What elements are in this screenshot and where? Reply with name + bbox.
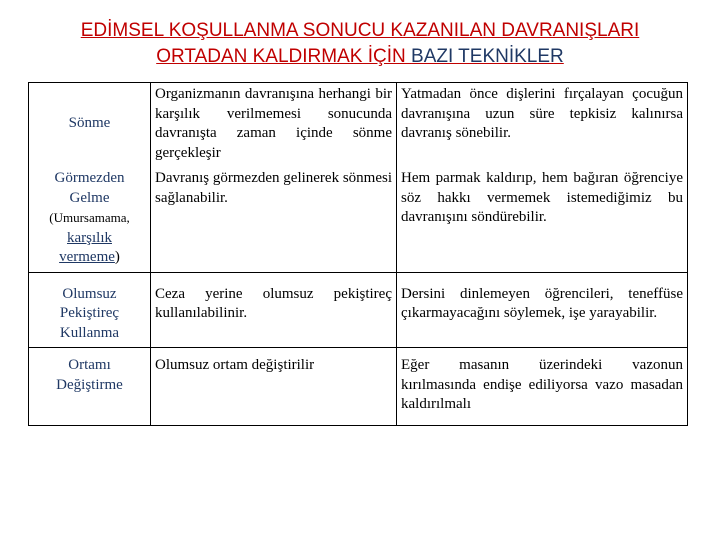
table-row <box>29 83 688 168</box>
term-negative-line-3: Kullanma <box>59 324 120 341</box>
term-cell <box>29 167 151 272</box>
example-cell: Hem parmak kaldırıp, hem bağıran öğrenciye söz hakkı vermemek istemediğimiz bu davranışını söndürebilir. <box>397 167 688 272</box>
definition-cell: Olumsuz ortam değiştirilir <box>151 348 397 426</box>
techniques-table <box>28 82 688 426</box>
table-row <box>29 167 688 272</box>
example-cell: Eğer masanın üzerindeki vazonun kırılmasında endişe ediliyorsa vazo masadan kaldırılmalı <box>397 348 688 426</box>
title-line-1: EDİMSEL KOŞULLANMA SONUCU KAZANILAN DAVRANIŞLARI <box>80 20 640 41</box>
term-negative-line-1: Olumsuz <box>62 285 117 302</box>
term-extinction: Sönme <box>68 115 111 131</box>
term-environment-line-2: Değiştirme <box>56 376 123 393</box>
term-ignoring-close: ) <box>114 249 120 265</box>
table-row <box>29 272 688 348</box>
term-environment-line-1: Ortamı <box>68 357 111 373</box>
title-line-2 <box>0 44 720 70</box>
term-ignoring-line-2: Gelme <box>69 189 110 206</box>
term-cell <box>29 348 151 426</box>
example-cell: Yatmadan önce dişlerini fırçalayan çocuğun davranışına uzun süre tepkisiz kalınırsa davranış sönebilir. <box>397 83 688 168</box>
term-ignoring-line-1: Görmezden <box>54 170 125 186</box>
example-cell: Dersini dinlemeyen öğrencileri, teneffüse çıkarmayacağını söylemek, işe yarayabilir. <box>397 272 688 348</box>
term-cell <box>29 272 151 348</box>
term-cell <box>29 83 151 168</box>
term-negative-line-2: Pekiştireç <box>59 305 120 321</box>
term-ignoring-paren: (Umursamama, <box>49 210 130 225</box>
definition-cell: Organizmanın davranışına herhangi bir karşılık verilmemesi sonucunda davranışta zaman içinde sönme gerçekleşir <box>151 83 397 168</box>
term-ignoring-line-5: vermeme <box>59 249 115 265</box>
slide-title <box>0 18 720 70</box>
term-ignoring-line-4: karşılık <box>67 229 112 246</box>
title-line-2-part-2: BAZI TEKNİKLER <box>411 46 564 67</box>
definition-cell: Ceza yerine olumsuz pekiştireç kullanılabilinir. <box>151 272 397 348</box>
definition-cell: Davranış görmezden gelinerek sönmesi sağlanabilir. <box>151 167 397 272</box>
table-row <box>29 348 688 426</box>
title-line-2-part-1: ORTADAN KALDIRMAK İÇİN <box>156 46 412 67</box>
